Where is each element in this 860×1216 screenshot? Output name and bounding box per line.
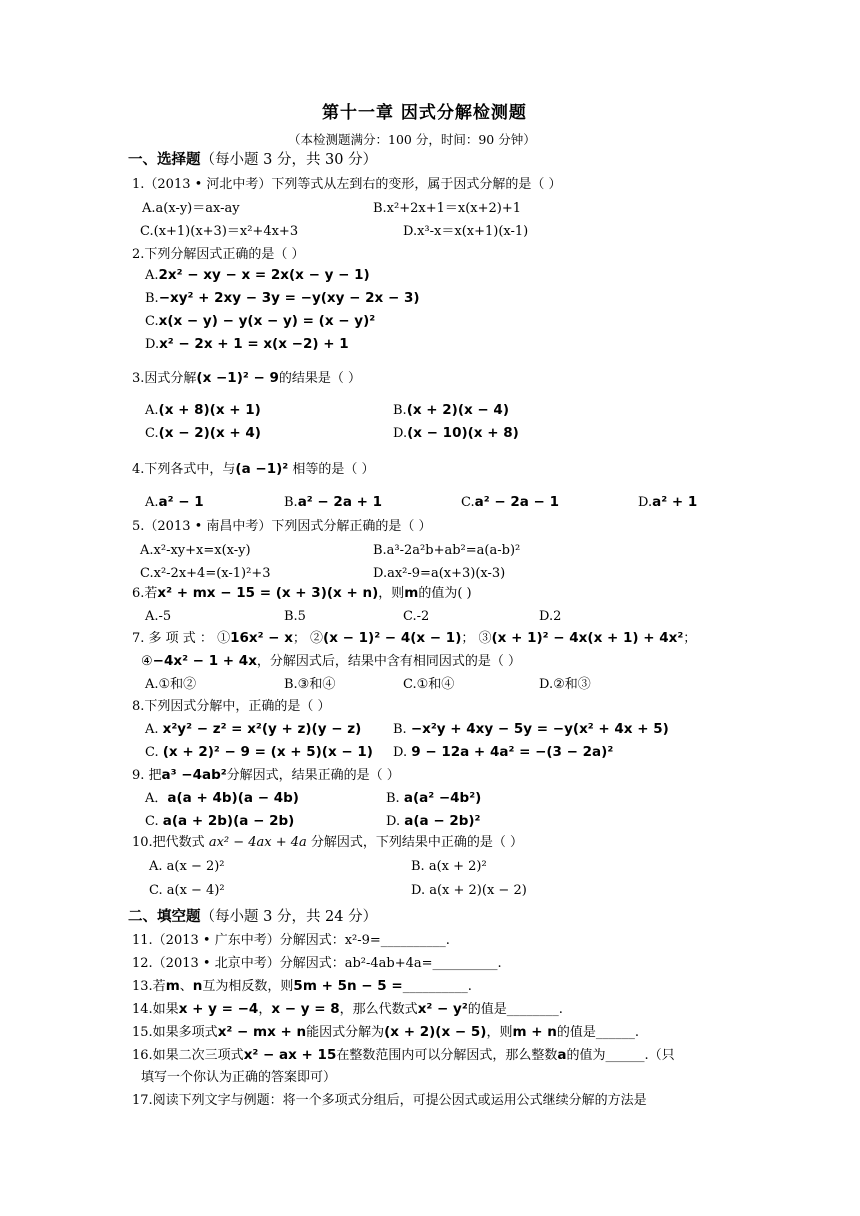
q16-sep-1: 在整数范围内可以分解因式，那么整数 — [336, 1048, 558, 1063]
q4-option-b-label: B. — [284, 495, 298, 510]
q6-option-b: B.5 — [284, 609, 306, 624]
q7-option-d: D.②和③ — [539, 677, 591, 692]
q4-option-b-expression: a² − 2a + 1 — [297, 494, 383, 510]
q7-expression-2: (x − 1)² − 4(x − 1) — [323, 630, 462, 646]
q3-option-d — [393, 424, 519, 443]
q5-option-a: A.x²-xy+x=x(x-y) — [140, 543, 251, 558]
q8-stem: 8.下列因式分解中，正确的是（ ） — [132, 699, 331, 714]
q6-stem — [132, 584, 472, 603]
q3-option-c — [145, 424, 261, 443]
q1-stem: 1.（2013 • 河北中考）下列等式从左到右的变形，属于因式分解的是（ ） — [132, 177, 562, 192]
q2-option-b-expression: −xy² + 2xy − 3y = −y(xy − 2x − 3) — [158, 290, 420, 306]
section-fill-heading — [128, 908, 377, 926]
q13-pre: 13.若 — [132, 979, 166, 994]
q8-option-c-expression: (x + 2)² − 9 = (x + 5)(x − 1) — [162, 744, 373, 760]
section-choice-note: （每小题 3 分，共 30 分） — [200, 152, 378, 168]
q14-pre: 14.如果 — [132, 1002, 179, 1017]
q2-option-c-expression: x(x − y) − y(x − y) = (x − y)² — [158, 313, 376, 329]
q15-pre: 15.如果多项式 — [132, 1025, 218, 1040]
q15-expression-3: m + n — [512, 1024, 557, 1040]
q4-option-d-expression: a² + 1 — [652, 494, 698, 510]
q2-option-b-label: B. — [145, 291, 159, 306]
q4-option-c-expression: a² − 2a − 1 — [474, 494, 559, 510]
section-choice-heading — [128, 151, 377, 169]
q9-stem — [132, 766, 400, 785]
q16-pre: 16.如果二次三项式 — [132, 1048, 244, 1063]
q10-option-c: C. a(x − 4)² — [149, 883, 225, 898]
q4-stem — [132, 460, 374, 479]
q9-option-d — [386, 812, 480, 831]
q9-option-a-label: A． — [145, 791, 168, 806]
q12: 12.（2013 • 北京中考）分解因式：ab²-4ab+4a=__________. — [132, 956, 502, 971]
q4-option-a — [145, 493, 204, 512]
q15 — [132, 1023, 639, 1042]
q14-expression-3: x² − y² — [417, 1001, 468, 1017]
q8-option-a — [145, 720, 361, 739]
q1-option-b: B.x²+2x+1＝x(x+2)+1 — [373, 201, 522, 216]
q10-option-d: D. a(x + 2)(x − 2) — [411, 883, 527, 898]
q1-option-c: C.(x+1)(x+3)＝x²+4x+3 — [140, 224, 299, 239]
q15-expression-1: x² − mx + n — [217, 1024, 307, 1040]
q8-option-d — [393, 743, 613, 762]
q7-stem-line2 — [141, 652, 521, 671]
q2-option-a-label: A. — [145, 268, 159, 283]
q3-option-c-expression: (x − 2)(x + 4) — [158, 425, 261, 441]
q6-stem-variable: m — [404, 585, 419, 601]
q16-expression-2: a — [557, 1047, 567, 1063]
q14-expression-2: x − y = 8 — [271, 1001, 340, 1017]
q10-stem — [132, 834, 523, 852]
q3-option-b-label: B. — [393, 403, 407, 418]
q2-option-d — [145, 335, 349, 354]
q9-option-d-label: D. — [386, 814, 401, 829]
q8-option-b-label: B. — [393, 722, 407, 737]
q2-option-d-expression: x² − 2x + 1 = x(x −2) + 1 — [159, 336, 349, 352]
page-title: 第十一章 因式分解检测题 — [322, 103, 527, 123]
q6-stem-mid: ，则 — [378, 586, 405, 601]
q5-option-d: D.ax²-9=a(x+3)(x-3) — [373, 566, 506, 581]
q15-sep-1: 能因式分解为 — [306, 1025, 385, 1040]
section-fill-note: （每小题 3 分，共 24 分） — [200, 909, 378, 925]
q7-stem-pre: 7. 多 项 式 ： ① — [132, 631, 231, 646]
section-fill-title: 二、填空题 — [128, 908, 201, 925]
q1-option-d: D.x³-x＝x(x+1)(x-1) — [403, 224, 529, 239]
q15-expression-2: (x + 2)(x − 5) — [384, 1024, 487, 1040]
q6-option-c: C.-2 — [403, 609, 430, 624]
q1-option-a: A.a(x-y)＝ax-ay — [142, 201, 240, 216]
q2-option-a-expression: 2x² − xy − x = 2x(x − y − 1) — [158, 267, 370, 283]
q2-option-a — [145, 266, 370, 285]
q4-option-c — [461, 493, 559, 512]
q7-expression-4: −4x² − 1 + 4x — [152, 653, 257, 669]
q13-mid: 互为相反数，则 — [202, 979, 294, 994]
q3-stem-expression: (x −1)² − 9 — [196, 370, 279, 386]
q15-sep-2: ，则 — [486, 1025, 513, 1040]
q3-stem-pre: 3.因式分解 — [132, 371, 197, 386]
q9-option-b — [386, 789, 481, 808]
q13 — [132, 977, 472, 996]
q10-stem-pre: 10.把代数式 — [132, 835, 209, 850]
q13-var-m: m — [165, 978, 180, 994]
q8-option-a-expression: x²y² − z² = x²(y + z)(y − z) — [162, 721, 362, 737]
q8-option-d-label: D. — [393, 745, 408, 760]
q16-line1 — [132, 1046, 675, 1065]
q8-option-d-expression: 9 − 12a + 4a² = −(3 − 2a)² — [411, 744, 614, 760]
q4-stem-post: 相等的是（ ） — [288, 462, 375, 477]
q4-option-a-expression: a² − 1 — [158, 494, 204, 510]
q8-option-c — [145, 743, 373, 762]
q9-stem-post: 分解因式，结果正确的是（ ） — [226, 768, 400, 783]
q10-option-a: A. a(x − 2)² — [149, 859, 225, 874]
q13-post: __________. — [402, 979, 472, 994]
q8-option-c-label: C. — [145, 745, 159, 760]
q13-var-n: n — [192, 978, 203, 994]
q14-expression-1: x + y = −4 — [178, 1001, 259, 1017]
q6-stem-expression: x² + mx − 15 = (x + 3)(x + n) — [157, 585, 379, 601]
q16-expression-1: x² − ax + 15 — [243, 1047, 337, 1063]
q2-option-c — [145, 312, 375, 331]
q10-stem-expression: ax² − 4ax + 4a — [208, 835, 307, 850]
q7-sep-1: ； ② — [292, 631, 324, 646]
q4-stem-pre: 4.下列各式中，与 — [132, 462, 236, 477]
q2-option-b — [145, 289, 420, 308]
q6-stem-pre: 6.若 — [132, 586, 158, 601]
q7-option-b: B.③和④ — [284, 677, 336, 692]
q4-option-a-label: A. — [145, 495, 159, 510]
q17: 17.阅读下列文字与例题：将一个多项式分组后，可提公因式或运用公式继续分解的方法是 — [132, 1093, 647, 1108]
q9-option-c — [145, 812, 294, 831]
q3-option-b — [393, 401, 509, 420]
q3-option-a-expression: (x + 8)(x + 1) — [158, 402, 261, 418]
q9-option-b-label: B. — [386, 791, 400, 806]
q13-expression: 5m + 5n − 5 = — [293, 978, 403, 994]
q10-option-b: B. a(x + 2)² — [411, 859, 487, 874]
q7-circled-4: ④ — [141, 654, 153, 669]
q5-option-c: C.x²-2x+4=(x-1)²+3 — [140, 566, 271, 581]
q3-stem-post: 的结果是（ ） — [278, 371, 362, 386]
q3-option-b-expression: (x + 2)(x − 4) — [406, 402, 509, 418]
q8-option-a-label: A. — [145, 722, 159, 737]
q6-option-d: D.2 — [539, 609, 562, 624]
q4-option-b — [284, 493, 382, 512]
q9-stem-pre: 9. 把 — [132, 768, 162, 783]
q5-stem: 5.（2013 • 南昌中考）下列因式分解正确的是（ ） — [132, 519, 432, 534]
q9-option-a-expression: a(a + 4b)(a − 4b) — [167, 790, 299, 806]
q3-stem — [132, 369, 361, 388]
section-choice-title: 一、选择题 — [128, 151, 201, 168]
q7-option-c: C.①和④ — [403, 677, 455, 692]
q2-option-d-label: D. — [145, 337, 160, 352]
q7-stem-line1 — [132, 629, 696, 648]
q4-stem-expression: (a −1)² — [235, 461, 289, 477]
q3-option-d-label: D. — [393, 426, 408, 441]
q4-option-d-label: D. — [638, 495, 653, 510]
q9-option-c-expression: a(a + 2b)(a − 2b) — [162, 813, 295, 829]
q7-sep-3: ； — [683, 631, 697, 646]
exam-subtitle: （本检测题满分：100 分，时间：90 分钟） — [288, 132, 536, 147]
q16-post: 的值为______.（只 — [566, 1048, 675, 1063]
q7-sep-2: ； ③ — [461, 631, 492, 646]
q9-option-a — [145, 789, 299, 808]
q14-sep-2: ，那么代数式 — [339, 1002, 418, 1017]
q11: 11.（2013 • 广东中考）分解因式：x²-9=__________. — [132, 933, 450, 948]
q14-post: 的值是________. — [467, 1002, 563, 1017]
q13-sep: 、 — [179, 979, 193, 994]
q7-option-a: A.①和② — [145, 677, 197, 692]
q4-option-c-label: C. — [461, 495, 475, 510]
q7-expression-3: (x + 1)² − 4x(x + 1) + 4x² — [491, 630, 684, 646]
q7-stem-post: ，分解因式后，结果中含有相同因式的是（ ） — [256, 654, 522, 669]
q15-post: 的值是______. — [556, 1025, 639, 1040]
q2-stem: 2.下列分解因式正确的是（ ） — [132, 247, 305, 262]
q3-option-a — [145, 401, 261, 420]
q14-sep-1: ， — [258, 1002, 272, 1017]
q2-option-c-label: C. — [145, 314, 159, 329]
q6-stem-post: 的值为( ) — [418, 586, 472, 601]
q9-option-b-expression: a(a² −4b²) — [403, 790, 482, 806]
q7-expression-1: 16x² − x — [230, 630, 293, 646]
q16-line2: 填写一个你认为正确的答案即可） — [141, 1070, 337, 1085]
q3-option-d-expression: (x − 10)(x + 8) — [407, 425, 519, 441]
q6-option-a: A.-5 — [145, 609, 172, 624]
q4-option-d — [638, 493, 697, 512]
q3-option-a-label: A. — [145, 403, 159, 418]
q10-stem-post: 分解因式，下列结果中正确的是（ ） — [306, 835, 524, 850]
q9-option-c-label: C. — [145, 814, 159, 829]
q5-option-b: B.a³-2a²b+ab²=a(a-b)² — [373, 543, 521, 558]
q3-option-c-label: C. — [145, 426, 159, 441]
q8-option-b — [393, 720, 669, 739]
q9-option-d-expression: a(a − 2b)² — [404, 813, 481, 829]
q9-stem-expression: a³ −4ab² — [161, 767, 227, 783]
q8-option-b-expression: −x²y + 4xy − 5y = −y(x² + 4x + 5) — [410, 721, 669, 737]
q14 — [132, 1000, 563, 1019]
